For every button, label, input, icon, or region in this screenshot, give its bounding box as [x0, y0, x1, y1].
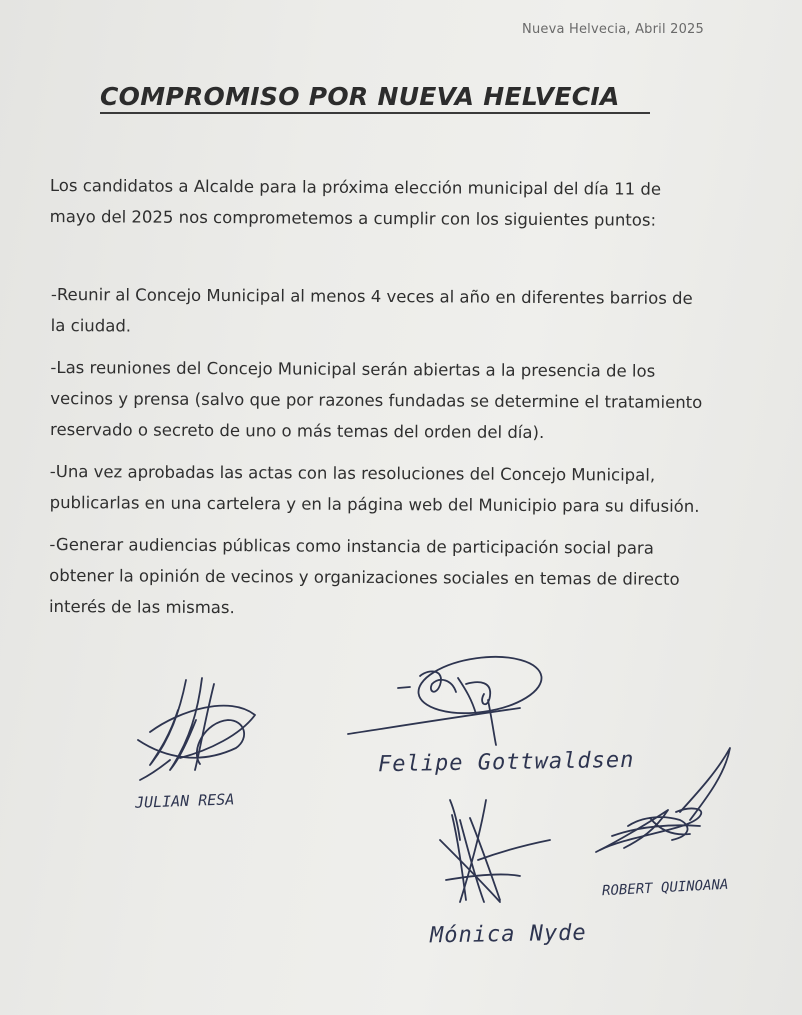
intro-paragraph: Los candidatos a Alcalde para la próxima elección municipal del día 11 de mayo del 2025 nos comprometemos a cumplir con los siguientes puntos:	[49, 175, 662, 230]
signature-name: JULIAN RESA	[134, 790, 235, 812]
signature-strokes	[0, 640, 802, 1015]
signature-felipe-gottwaldsen	[348, 650, 545, 745]
signatures-area	[0, 640, 802, 1015]
signature-name: ROBERT QUINOANA	[601, 876, 729, 900]
signature-julian-resa	[138, 678, 255, 780]
commitment-point: -Reunir al Concejo Municipal al menos 4 veces al año en diferentes barrios de la ciudad.	[50, 284, 693, 336]
commitment-point: -Una vez aprobadas las actas con las resoluciones del Concejo Municipal, publicarlas en una cartelera y en la página web del Municipio para su difusión.	[49, 461, 700, 516]
document-title: COMPROMISO POR NUEVA HELVECIA	[100, 82, 650, 114]
signature-name: Felipe Gottwaldsen	[377, 747, 635, 778]
signature-name: Mónica Nyde	[429, 920, 587, 949]
commitment-list	[49, 279, 711, 637]
commitment-point: -Las reuniones del Concejo Municipal serán abiertas a la presencia de los vecinos y prensa (salvo que por razones fundadas se determine el tratamiento reservado o secreto de uno o más temas del orden del día).	[50, 357, 703, 443]
commitment-point: -Generar audiencias públicas como instancia de participación social para obtener la opinión de vecinos y organizaciones sociales en temas de directo interés de las mismas.	[48, 534, 680, 618]
signature-monica-nyde	[440, 800, 550, 902]
place-date: Nueva Helvecia, Abril 2025	[522, 22, 704, 37]
